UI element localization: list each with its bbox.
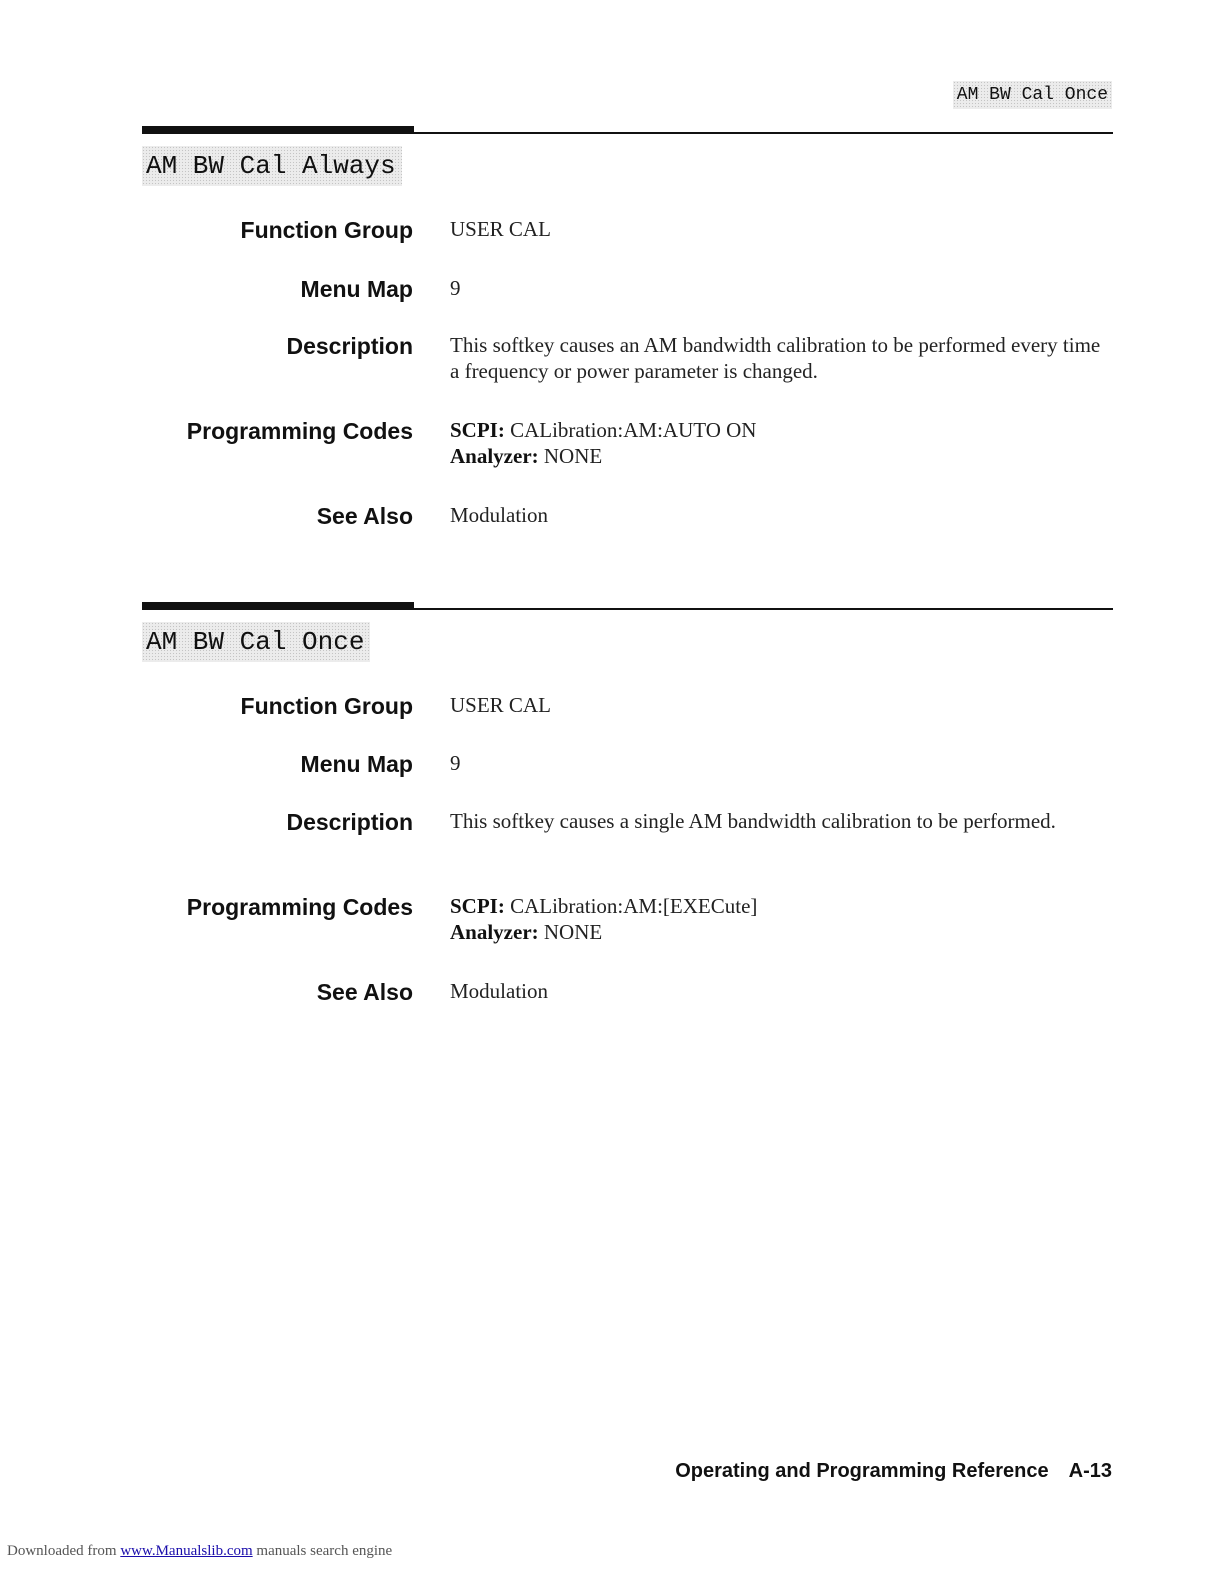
watermark-prefix: Downloaded from: [7, 1543, 117, 1559]
programming-codes-value: [450, 893, 1110, 945]
entry-am-bw-cal-once: [142, 602, 1113, 1022]
entry-title: AM BW Cal Once: [142, 622, 370, 662]
analyzer-label: Analyzer:: [450, 444, 539, 468]
see-also-value: Modulation: [450, 503, 548, 527]
menu-map-label: Menu Map: [300, 276, 413, 302]
manualslib-link[interactable]: www.Manualslib.com: [120, 1543, 253, 1559]
footer-title: Operating and Programming Reference: [675, 1460, 1049, 1482]
see-also-value: Modulation: [450, 979, 548, 1003]
watermark-suffix: manuals search engine: [256, 1543, 393, 1559]
description-label: Description: [286, 333, 413, 359]
analyzer-label: Analyzer:: [450, 920, 539, 944]
scpi-label: SCPI:: [450, 418, 505, 442]
programming-codes-label: Programming Codes: [186, 894, 413, 920]
section-rule: [142, 602, 1113, 610]
programming-codes-value: [450, 417, 1110, 469]
download-watermark: [7, 1541, 392, 1561]
menu-map-label: Menu Map: [300, 751, 413, 777]
see-also-label: See Also: [316, 979, 413, 1005]
function-group-label: Function Group: [240, 693, 413, 719]
function-group-value: USER CAL: [450, 693, 551, 717]
running-head: AM BW Cal Once: [953, 81, 1112, 109]
menu-map-value: 9: [450, 276, 461, 300]
description-value: This softkey causes a single AM bandwidth calibration to be performed.: [450, 809, 1056, 833]
description-label: Description: [286, 809, 413, 835]
analyzer-value: NONE: [543, 920, 603, 944]
scpi-value: CALibration:AM:AUTO ON: [510, 418, 757, 442]
menu-map-value: 9: [450, 751, 461, 775]
scpi-label: SCPI:: [450, 894, 505, 918]
page-number: A-13: [1068, 1460, 1112, 1482]
programming-codes-label: Programming Codes: [186, 418, 413, 444]
function-group-label: Function Group: [240, 217, 413, 243]
function-group-value: USER CAL: [450, 217, 551, 241]
section-rule: [142, 126, 1113, 134]
scpi-value: CALibration:AM:[EXECute]: [510, 894, 758, 918]
page-footer: [675, 1458, 1112, 1484]
see-also-label: See Also: [316, 503, 413, 529]
analyzer-value: NONE: [543, 444, 603, 468]
entry-title: AM BW Cal Always: [142, 146, 402, 186]
entry-am-bw-cal-always: [142, 126, 1113, 546]
description-value: This softkey causes an AM bandwidth calibration to be performed every time a frequency or power parameter is changed.: [450, 333, 1101, 383]
